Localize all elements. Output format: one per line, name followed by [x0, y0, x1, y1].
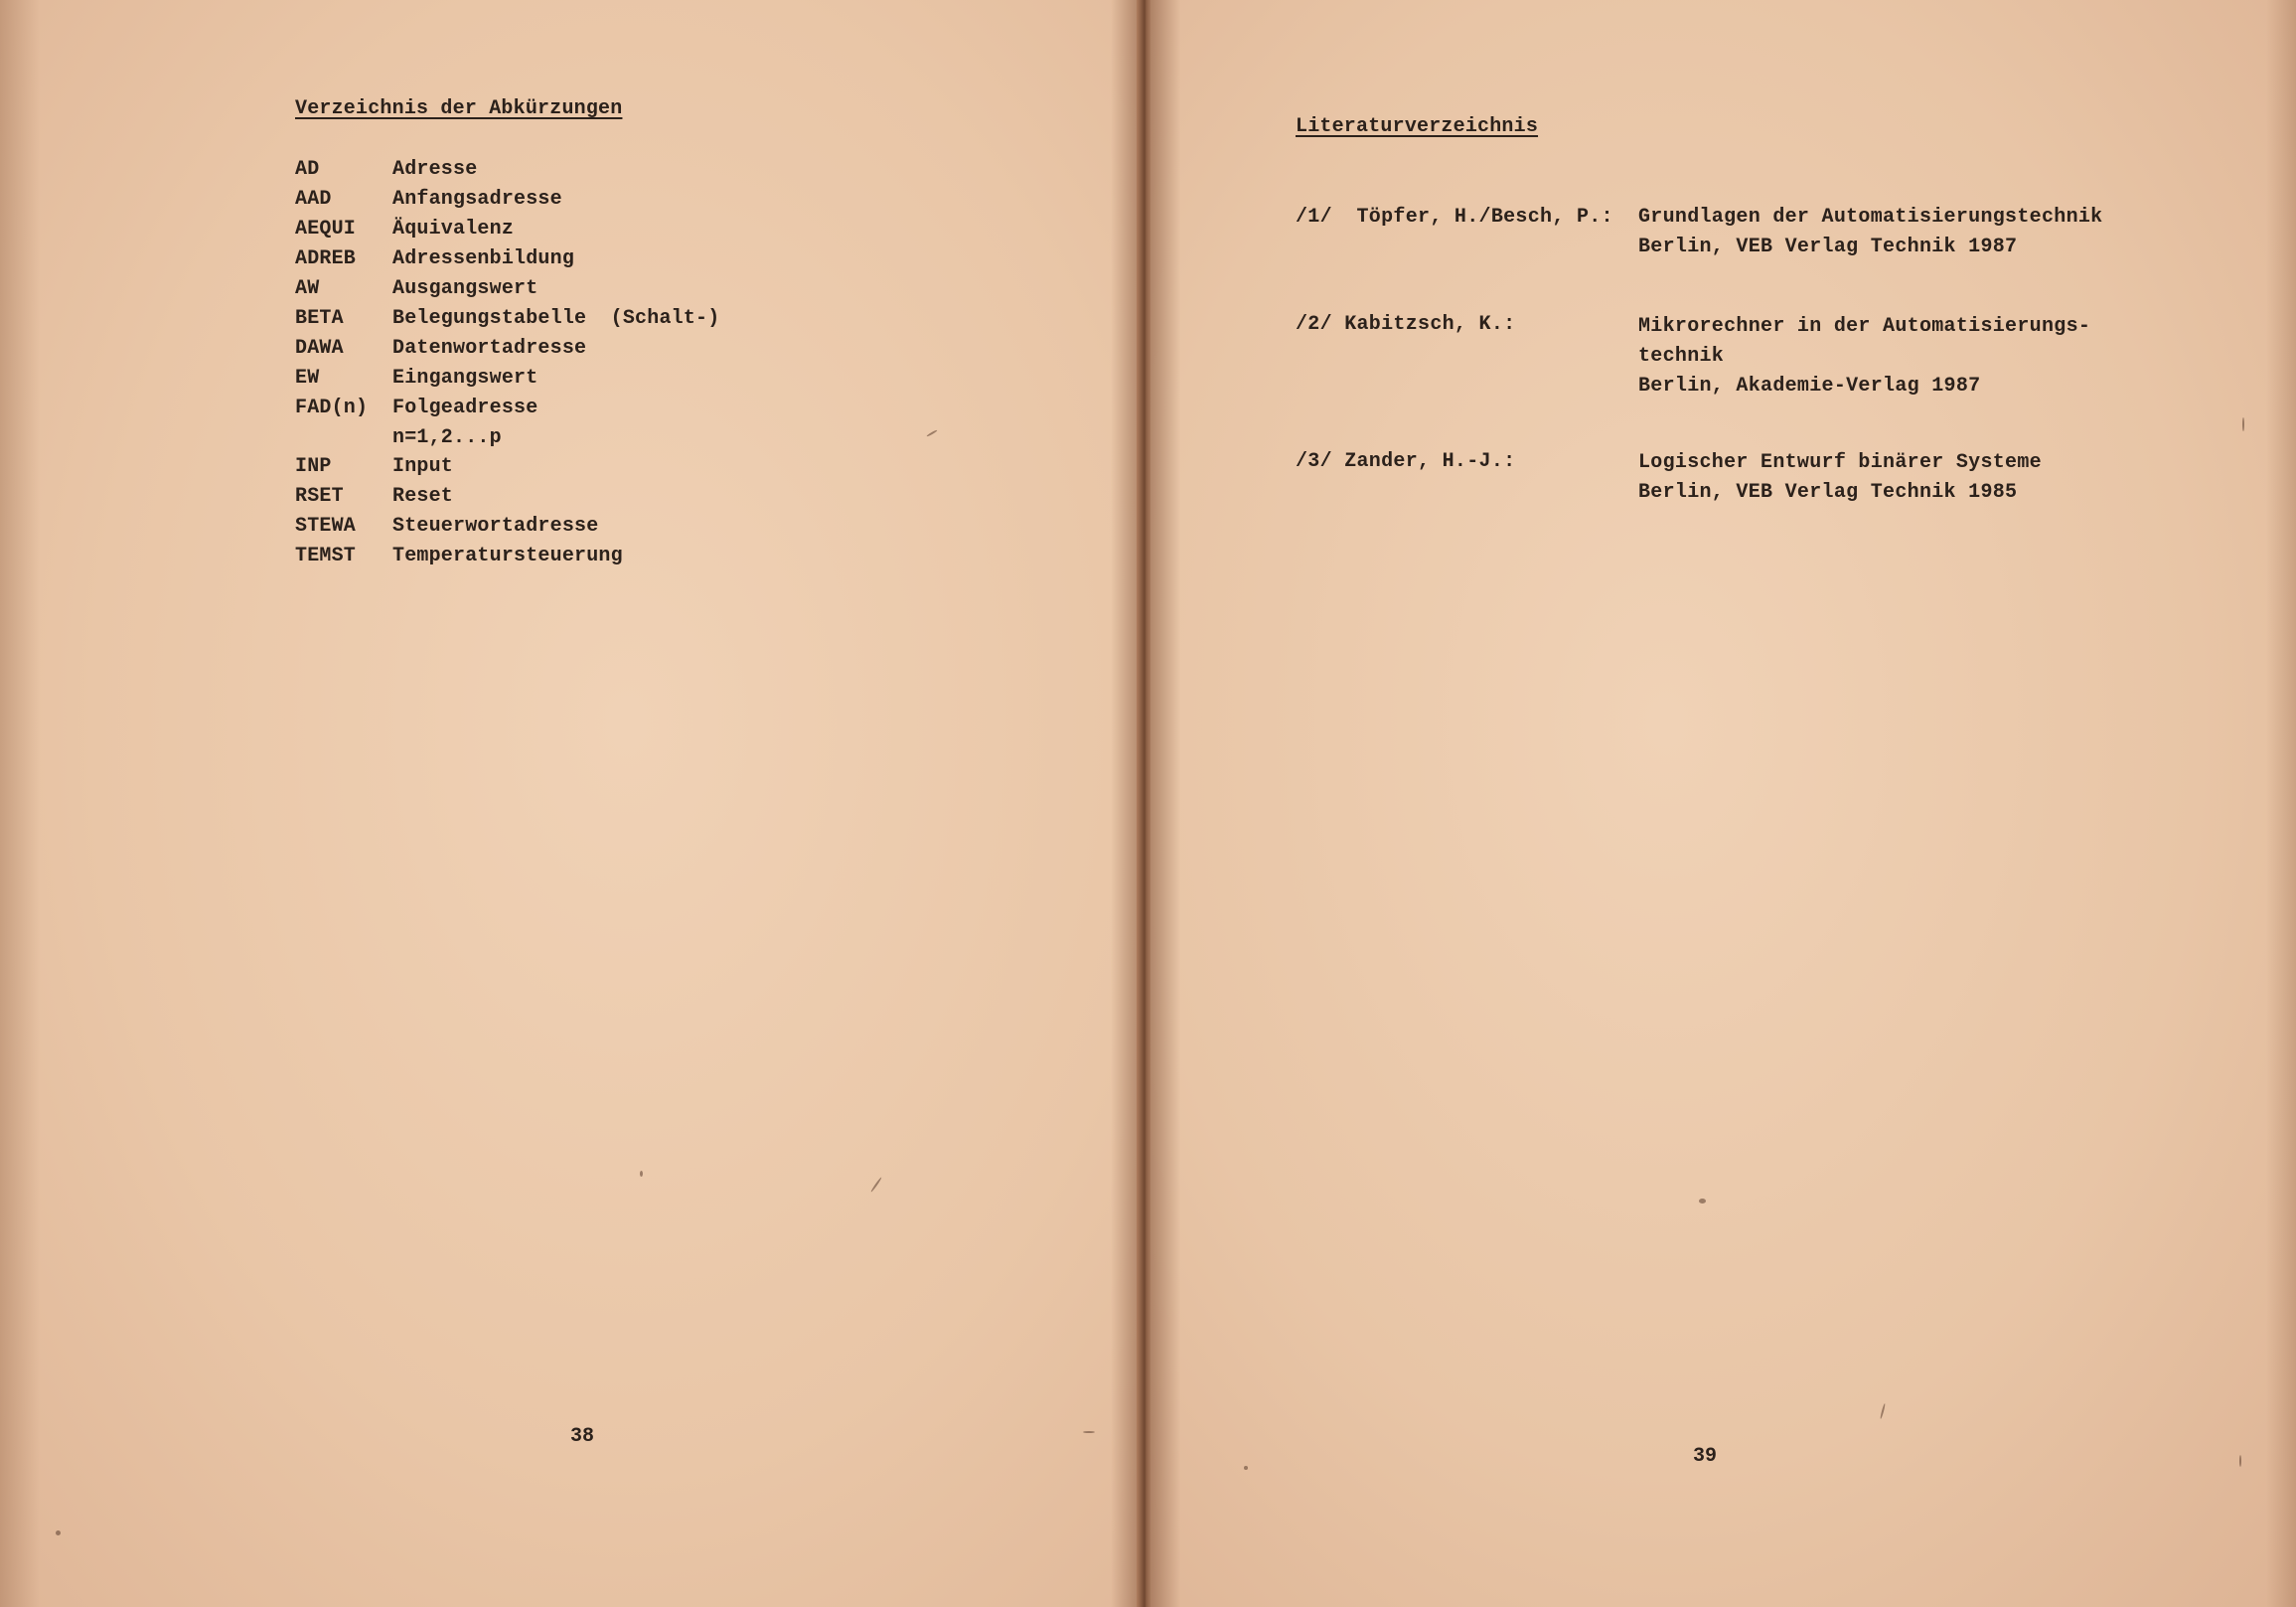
- abbreviation-meaning: Adressenbildung: [392, 247, 575, 270]
- abbreviation-meaning: Input: [392, 455, 454, 478]
- abbreviation-meaning: Temperatursteuerung: [392, 545, 623, 567]
- paper-speck: [1699, 1199, 1706, 1204]
- abbreviation-code: AD: [295, 158, 320, 181]
- reference-publisher: Berlin, VEB Verlag Technik 1985: [1638, 481, 2018, 504]
- page-number-left: 38: [570, 1425, 595, 1448]
- left-page: [0, 0, 1141, 1607]
- paper-speck: [1244, 1466, 1248, 1470]
- abbreviation-meaning: Adresse: [392, 158, 478, 181]
- reference-author: /1/ Töpfer, H./Besch, P.:: [1296, 206, 1613, 229]
- page-number-right: 39: [1693, 1445, 1718, 1468]
- paper-speck: [2239, 1455, 2241, 1467]
- abbreviation-code: AW: [295, 277, 320, 300]
- abbreviation-meaning: Datenwortadresse: [392, 337, 587, 360]
- abbreviation-meaning: Belegungstabelle (Schalt-): [392, 307, 720, 330]
- paper-speck: [1083, 1431, 1095, 1433]
- paper-speck: [1880, 1403, 1886, 1419]
- bibliography-heading: Literaturverzeichnis: [1296, 115, 1539, 138]
- reference-publisher: Berlin, Akademie-Verlag 1987: [1638, 375, 1981, 398]
- abbreviation-meaning: n=1,2...p: [392, 426, 502, 449]
- reference-title: Mikrorechner in der Automatisierungs-: [1638, 315, 2091, 338]
- abbreviation-meaning: Reset: [392, 485, 454, 508]
- abbreviation-code: TEMST: [295, 545, 357, 567]
- abbreviation-meaning: Steuerwortadresse: [392, 515, 599, 538]
- abbreviation-meaning: Anfangsadresse: [392, 188, 562, 211]
- abbreviation-code: EW: [295, 367, 320, 390]
- abbreviation-code: INP: [295, 455, 332, 478]
- reference-title: Grundlagen der Automatisierungstechnik: [1638, 206, 2103, 229]
- reference-author: /2/ Kabitzsch, K.:: [1296, 313, 1516, 336]
- abbreviation-code: STEWA: [295, 515, 357, 538]
- abbreviation-meaning: Äquivalenz: [392, 218, 515, 241]
- paper-speck: [2242, 417, 2244, 431]
- reference-title: Logischer Entwurf binärer Systeme: [1638, 451, 2042, 474]
- abbreviation-code: FAD(n): [295, 397, 369, 419]
- right-page: [1150, 0, 2296, 1607]
- abbreviation-meaning: Ausgangswert: [392, 277, 538, 300]
- paper-speck: [926, 429, 937, 437]
- abbreviation-meaning: Folgeadresse: [392, 397, 538, 419]
- abbreviation-code: ADREB: [295, 247, 357, 270]
- abbreviation-code: BETA: [295, 307, 344, 330]
- reference-author: /3/ Zander, H.-J.:: [1296, 450, 1516, 473]
- reference-title-continued: technik: [1638, 345, 1725, 368]
- reference-publisher: Berlin, VEB Verlag Technik 1987: [1638, 236, 2018, 258]
- abbreviation-meaning: Eingangswert: [392, 367, 538, 390]
- abbreviations-heading: Verzeichnis der Abkürzungen: [295, 97, 623, 120]
- paper-speck: [870, 1177, 882, 1193]
- paper-speck: [56, 1530, 61, 1535]
- abbreviation-code: AAD: [295, 188, 332, 211]
- paper-speck: [640, 1171, 643, 1177]
- abbreviation-code: AEQUI: [295, 218, 357, 241]
- abbreviation-code: DAWA: [295, 337, 344, 360]
- abbreviation-code: RSET: [295, 485, 344, 508]
